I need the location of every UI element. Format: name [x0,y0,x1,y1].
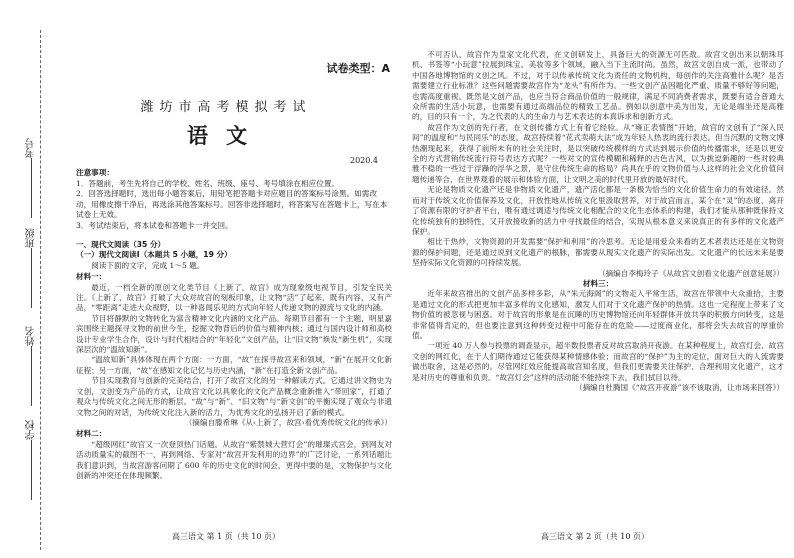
material-paragraph: 故宫作为文创的先行者，在文创传播方式上有着它经验。从“雍正表情图”开始，故宫的文创有了“深入民间”的温度和“与民同乐”的态度，故宫持续着“花式卖萌大法”成为年轻人热衷的流行表达。但当沉默的文物文博热潮现起来，获得了前所未有的社会关注时，是以突破传统模样的方式达到展示价值的传播需求，还是以更安全的方式营销传统流行符号表达方式呢？一些对文的宣传模糊和稀释的古色古风，以为挑逗新趣的一些对较典雅不稳的一些过于浮躁的浮华之景，是守住传统生命的格局？尚具在乎的文物价值与人这样的社会文化价值问题传递等合，在世界观看的展示和体验方面，让文明之美的时代里开放的最好时代。 [412,122,784,184]
binding-label-exam-no: 考号 [26,138,37,158]
page-1 [56,8,396,548]
binding-label-class: 班级 [26,228,37,248]
material-citation: （摘编自滕希琳《从‹上新了，故宫›看优秀传统文化的传承》） [184,417,392,427]
material-citation: （摘编自杜腾国《“故宫开夜游”该不该取消，让市场来回答》） [575,383,784,392]
section-subheading: （一）现代文阅读Ⅰ（本题共 5 小题，19 分） [76,250,232,260]
material-2-label: 材料二： [76,429,107,439]
note-item: 1．答题前，考生先将自己的学校、姓名、班级、座号、考号填涂在相应位置。 [76,178,340,188]
binding-dashed-line [40,30,41,550]
note-item: 3．考试结束后，将本试卷和答题卡一并交回。 [76,220,233,230]
section-instruction: 阅读下面的文字，完成 1～5 题。 [91,260,205,270]
right-column [412,50,784,393]
material-paragraph: 节目将静默的文物转化为富含精神文化内涵的文化产品。每期节目都有一个主题，明星嘉宾围绕主题探寻文物的前世今生，挖掘文物背后的价值与精神内核；通过与国内设计师和高校设计专业学生合作，设计与时代相结合的“年轻化”文创产品，让“旧文物”焕发“新生机”，实现深层次的“温故知新”。 [76,313,392,355]
page-footer: 高三语文 第 1 页（共 10 页） [172,532,280,541]
material-paragraph: 相比于热炒，文物资源的开发需要“保护和利用”的冷思考。无论是用爱众来看的艺术者表达还是在文物资源的保护问题，还是通过说到文化遗产的根脉，都需要从现实文化遗产的实际出发。文化遗产的长远未来是要坚持实际文化资源的可持续发展。 [412,237,784,268]
material-paragraph: “温故知新”具体体现在两个方面：一方面，“故”在探寻故宫来和领域，“新”在展开文化新征程；另一方面，“故”在感知文化记忆与历史内涵，“新”在打造全新文创产品。 [76,355,392,375]
note-item: 2．回答选择题时，选出每小题答案后，用铅笔把答题卡对应题目的答案标号涂黑。如需改动，用橡皮擦干净后，再选涂其他答案标号。回答非选择题时，将答案写在答题卡上，写在本试卷上无效。 [76,189,388,220]
material-paragraph: 不可否认，故宫作为皇家文化代表，在文创研发上，具备巨大的资源无可匹敌。故宫文创出来以朝珠耳机、书签等“小玩意”拉展到珠宝、美妆等多个领域，融入当下主流时尚。虽然，故宫文创自成一派，也带动了中国各地博物馆的文创之风。不过，对于以传承传统文化为责任的文物机构，每创作的关注高雅什么呢？是否需要建立行业标准？这些问题需要故宫作为“龙头”有所作为。一些文创产品因题化严重、质量不够好等问题，也需高度重视。既然是文创产品，也应当符合商品价值的一般规律，满足不同消费者需求，既要有适合普通大众所需的生活小玩意，也需要有通过高端品位的精致工艺品。例如以创意中美为出发，无论是端坐还是高雅的，目的只有一个，为之代表的人的生命力与艺术表达的本真诉求和创新方式。 [412,50,784,122]
subject-title: 语文 [187,124,265,148]
section-reading [76,240,392,481]
notes-heading: 注意事项： [76,168,114,177]
material-paragraph: 节目实现教育与创新的完美结合，打开了故宫文化的另一种解读方式。它通过讲文物史为文创，文创变为产品的方式，让故宫文化以具象化的文化产品概念重新推入“带回家”，打通了观众与传统文化之间无形的断层。“故”与“新”、“旧文物”与“新文创”的平衡实现了观众与非遗文物之间的对话，为传统文化注入新的活力，为优秀文化的弘扬开启了新的模式。 [76,376,392,417]
exam-title: 潍坊市高考模拟考试 [140,100,312,115]
material-paragraph: “超级网红”故宫又一次登顶热门话题。从故宫“紫禁城大营灯会”的璀璨式宫会，到网友对活动质量实的截图不一，再到网络、专家对“故宫开发利用的边界”的广泛讨论，一系列话题让我们意识到，当故宫游客问期了 600 年的历史文化的时间会，更得中要的是，文物保护与文化创新的冲突还在体现频繁。 [76,439,392,480]
material-3-label: 材料三： [582,278,614,288]
binding-label-school: 学校 [26,420,37,440]
section-heading: 一、现代文阅读（35 分） [76,240,166,249]
binding-blank-exam-no [31,158,32,218]
material-paragraph: 无论是物质文化遗产还是非物质文化遗产，遗产活化都是一条极为恰当的文化价值生命力的有效途径。然而对于传统文化价值保养及文化，开放性地从传统文化里汲取营养，对于故宫而言，某个在“灵”的态度，离开了资源有限的守护者平台，唯有通过调适与传统文化相配合的文化生态体系的构建，我们才能从那种既保持文化传统独有的独特性，又开放接收新的活力中寻找最佳的结合，实现从根本意义来说真正的有多样的文化遗产保护。 [412,185,784,236]
binding-blank-name [31,346,32,406]
page-footer: 高三语文 第 2 页（共 10 页） [541,532,649,541]
material-paragraph: 一项近 40 万人参与投票的调查显示，超半数投票者反对故宫取消开夜游。在某种程度上，故宫灯会、故宫文创的网红化，在于人们期待通过它能获得某种情感体验；而故宫的“保护”为主的定位，面对巨大的人流需要做出取舍，这是必然的。尽管网红效应能提高故宫知名度，但我们更需要关注保护、合理利用文化遗产，这才是对历史的尊重和负责。“故宫灯会”这样的活动能不能持续下去，我们拭目以待。 [412,341,784,382]
material-citation: （摘编自李梅玲子《从故宫文创看文化遗产创意延展》） [597,268,784,278]
binding-margin [0,0,52,558]
material-paragraph: 最近，一档全新的原创文化类节目《上新了，故宫》成为现象级电视节目，引发全民关注。《上新了，故宫》打破了大众对故宫的刻板印象，让文物“活”了起来，既有内容，又有产品，“零距离”走进大众视野，以一种喜闻乐见的方式向年轻人传递文物的源流与文化的内涵。 [76,282,392,313]
binding-blank-class [31,248,32,308]
binding-label-name: 姓名 [26,326,37,346]
exam-date: 2020.4 [350,156,378,165]
exam-type: 试卷类型：A [326,62,390,75]
material-1-label: 材料一： [76,272,107,282]
material-paragraph: 近年来故宫推出的文创产品多样多彩，从“朱元海阁”的文物走入平常生活，故宫在带领中大众重拾，主要是通过文化的形式把更加丰富多样的文化感知，激发人们对于文化遗产保护的热情。这也一定程度上带来了文物价值的被忽视与困惑。对于故宫的形象是在沉睡的历史博物馆还向年轻群体开放共享的积极方向转变，这是非常值得肯定的，但也要注意到这种转变过程中可能存在的危险——过度商业化，那将会失去故宫的厚重价值。 [412,289,784,340]
binding-blank-school [31,440,32,500]
page-2 [402,8,788,548]
notes-block [76,168,392,232]
